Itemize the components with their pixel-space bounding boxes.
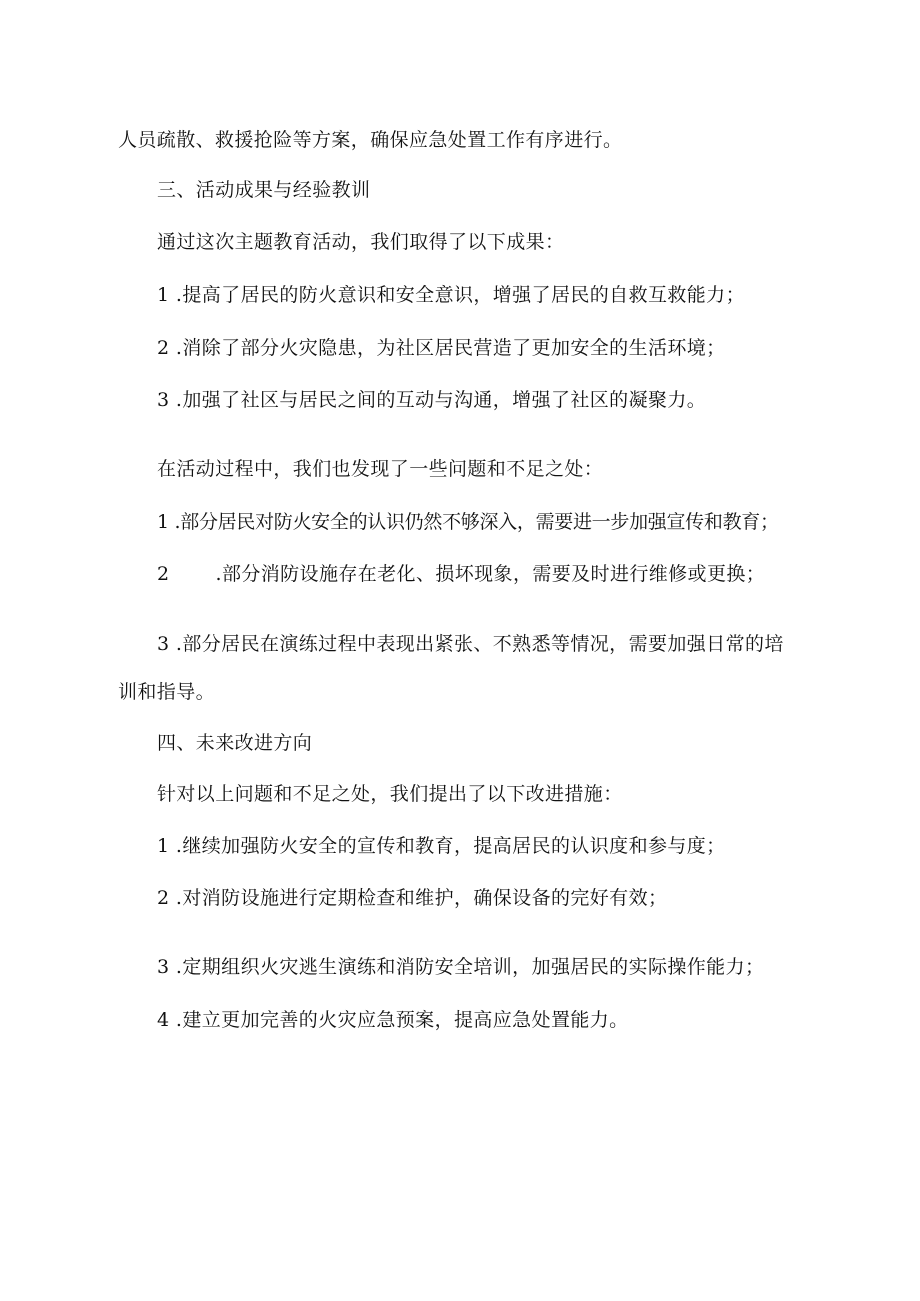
measure-item-4: 4 .建立更加完善的火灾应急预案，提高应急处置能力。 xyxy=(157,1009,629,1031)
problem-item-2-number: 2 xyxy=(157,563,170,585)
problem-item-2-text: .部分消防设施存在老化、损坏现象，需要及时进行维修或更换； xyxy=(215,563,766,585)
result-item-3: 3 .加强了社区与居民之间的互动与沟通，增强了社区的凝聚力。 xyxy=(157,389,707,411)
section-heading-3: 三、活动成果与经验教训 xyxy=(157,179,371,201)
problem-item-1: 1 .部分居民对防火安全的认识仍然不够深入，需要进一步加强宣传和教育； xyxy=(157,511,779,533)
problem-item-2 xyxy=(157,562,765,586)
measure-item-3: 3 .定期组织火灾逃生演练和消防安全培训，加强居民的实际操作能力； xyxy=(157,956,765,978)
paragraph-intro-results: 通过这次主题教育活动，我们取得了以下成果： xyxy=(157,231,565,253)
paragraph-intro-problems: 在活动过程中，我们也发现了一些问题和不足之处： xyxy=(157,458,604,480)
measure-item-2: 2 .对消防设施进行定期检查和维护，确保设备的完好有效； xyxy=(157,887,668,909)
result-item-1: 1 .提高了居民的防火意识和安全意识，增强了居民的自救互救能力； xyxy=(157,284,745,306)
result-item-2: 2 .消除了部分火灾隐患，为社区居民营造了更加安全的生活环境； xyxy=(157,337,726,359)
paragraph-intro-measures: 针对以上问题和不足之处，我们提出了以下改进措施： xyxy=(157,783,623,805)
section-heading-4: 四、未来改进方向 xyxy=(157,732,313,754)
measure-item-1: 1 .继续加强防火安全的宣传和教育，提高居民的认识度和参与度； xyxy=(157,835,726,857)
problem-item-3: 3 .部分居民在演练过程中表现出紧张、不熟悉等情况，需要加强日常的培 xyxy=(157,633,784,655)
paragraph-continuation: 人员疏散、救援抢险等方案，确保应急处置工作有序进行。 xyxy=(118,129,623,151)
problem-item-3-continuation: 训和指导。 xyxy=(118,681,216,703)
